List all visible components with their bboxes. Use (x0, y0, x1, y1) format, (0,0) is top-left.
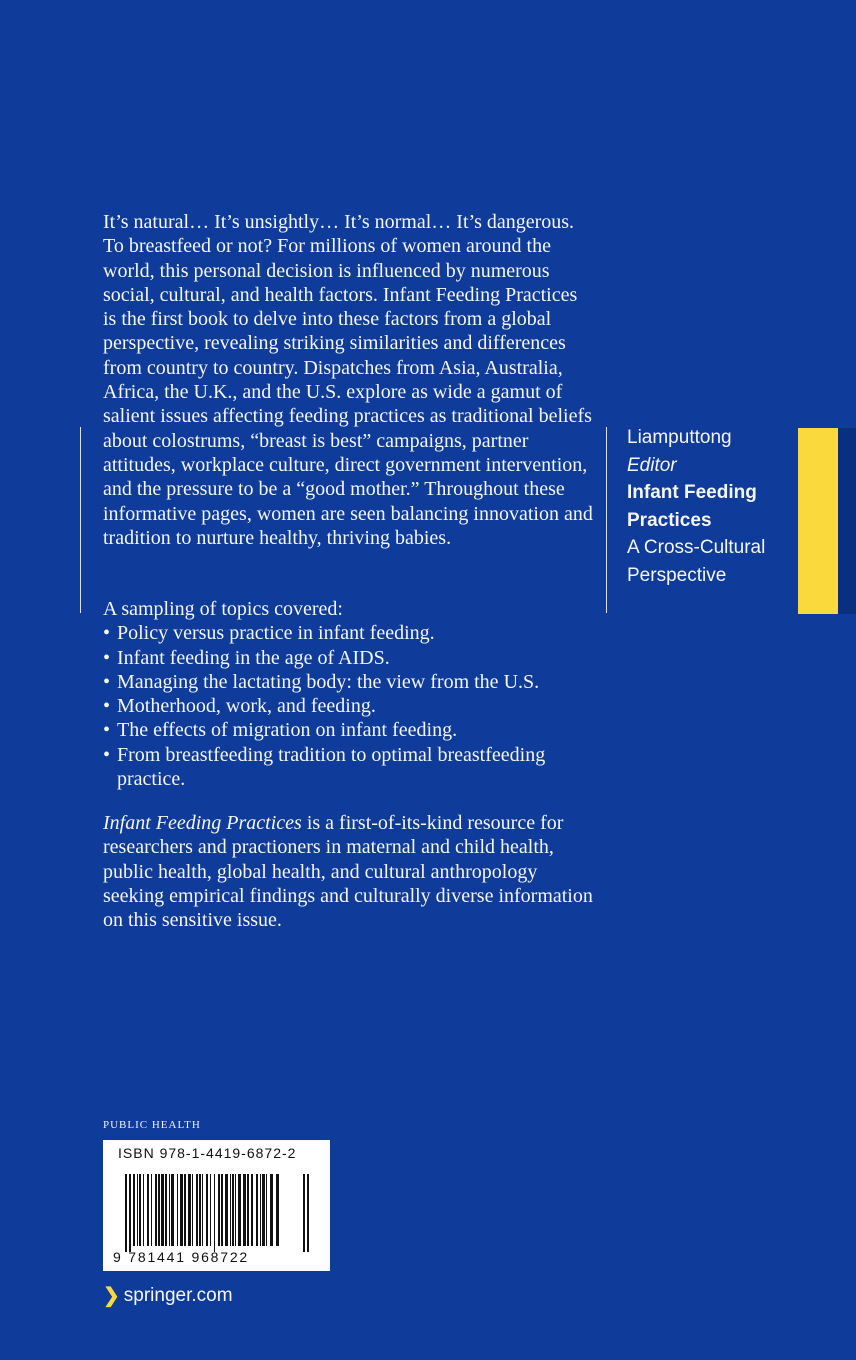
isbn-label: ISBN 978-1-4419-6872-2 (118, 1145, 297, 1161)
barcode-bar (232, 1174, 234, 1246)
closing-book-title: Infant Feeding Practices (103, 812, 302, 834)
barcode-bar (307, 1174, 309, 1252)
dark-edge-strip (838, 428, 856, 614)
barcode-bar (260, 1174, 261, 1246)
barcode-digits: 9 781441 968722 (113, 1249, 249, 1265)
isbn-barcode (103, 1140, 330, 1271)
barcode-bar (196, 1174, 198, 1246)
barcode-bar (270, 1174, 273, 1246)
barcode-bar (125, 1174, 127, 1252)
barcode-bar (188, 1174, 191, 1246)
barcode-bar (180, 1174, 183, 1246)
left-vertical-rule (80, 427, 81, 613)
barcode-bar (171, 1174, 174, 1246)
barcode-bar (225, 1174, 228, 1246)
barcode-bar (266, 1174, 267, 1246)
list-item: • From breastfeeding tradition to optimal breastfeeding practice. (103, 743, 603, 792)
barcode-bar (214, 1174, 215, 1252)
barcode-bar (276, 1174, 279, 1246)
barcode-bar (143, 1174, 144, 1246)
barcode-bar (158, 1174, 160, 1246)
list-item: • The effects of migration on infant feeding. (103, 718, 603, 742)
chevron-right-icon: ❯ (103, 1285, 120, 1307)
topics-list (103, 597, 603, 791)
barcode-bar (161, 1174, 164, 1246)
blurb-text: It’s natural… It’s unsightly… It’s normal… It’s dangerous. To breastfeed or not? For millions of women around the world, this personal decision is influenced by numerous social, cultural, and health factors. Infant Feeding Practices is the first book to delve into these factors from a global perspective, revealing striking similarities and differences from country to country. Dispatches from Asia, Australia, Africa, the U.K., and the U.S. explore as wide a gamut of salient issues affecting feeding practices as traditional beliefs about colostrums, “breast is best” campaigns, partner attitudes, workplace culture, direct government intervention, and the pressure to be a “good mother.” Throughout these informative pages, women are seen balancing innovation and tradition to nurture healthy, thriving babies. (103, 211, 593, 549)
author-role: Editor (627, 454, 677, 476)
barcode-bar (137, 1174, 138, 1246)
closing-paragraph (103, 811, 595, 932)
book-subtitle-line1: A Cross-Cultural (627, 537, 766, 558)
category-label: PUBLIC HEALTH (103, 1119, 201, 1131)
barcode-bar (133, 1174, 135, 1246)
barcode-bar (210, 1174, 211, 1246)
right-vertical-rule (606, 427, 607, 613)
book-title-line2: Practices (627, 509, 712, 531)
book-subtitle-line2: Perspective (627, 564, 727, 586)
barcode-bar (202, 1174, 203, 1246)
book-info (627, 424, 787, 589)
barcode-bar (243, 1174, 246, 1246)
barcode-bar (139, 1174, 141, 1246)
barcode-bar (303, 1174, 305, 1252)
barcode-bar (247, 1174, 249, 1246)
publisher-link[interactable] (103, 1283, 233, 1308)
topics-bullets (103, 621, 603, 791)
barcode-bar (151, 1174, 152, 1246)
yellow-color-tab (798, 428, 838, 614)
barcode-bar (256, 1174, 258, 1246)
description-blurb (103, 210, 595, 550)
list-item: • Managing the lactating body: the view from the U.S. (103, 670, 603, 694)
list-item: • Motherhood, work, and feeding. (103, 694, 603, 718)
barcode-bar (206, 1174, 208, 1246)
publisher-url: springer.com (123, 1284, 233, 1306)
barcode-bar (169, 1174, 170, 1246)
barcode-bar (230, 1174, 231, 1246)
barcode-bar (262, 1174, 265, 1246)
barcode-bar (238, 1174, 241, 1246)
barcode-bar (218, 1174, 220, 1246)
barcode-bar (251, 1174, 253, 1246)
barcode-bar (155, 1174, 157, 1246)
barcode-bar (165, 1174, 167, 1246)
barcode-bar (129, 1174, 131, 1252)
barcode-bar (177, 1174, 178, 1246)
barcode-bar (147, 1174, 149, 1246)
barcode-bar (199, 1174, 201, 1246)
barcode-bar (192, 1174, 193, 1246)
book-title-line1: Infant Feeding (627, 482, 757, 503)
barcode-bar (184, 1174, 186, 1246)
list-item: • Policy versus practice in infant feeding. (103, 621, 603, 645)
topics-heading: A sampling of topics covered: (103, 598, 343, 620)
author-name: Liamputtong (627, 427, 732, 448)
barcode-bar (221, 1174, 223, 1246)
barcode-bar (235, 1174, 236, 1246)
closing-text: is a first-of-its-kind resource for researchers and practioners in maternal and child health, public health, global health, and cultural anthropology seeking empirical findings and culturally diverse information on this sensitive issue. (103, 812, 593, 932)
list-item: • Infant feeding in the age of AIDS. (103, 646, 603, 670)
